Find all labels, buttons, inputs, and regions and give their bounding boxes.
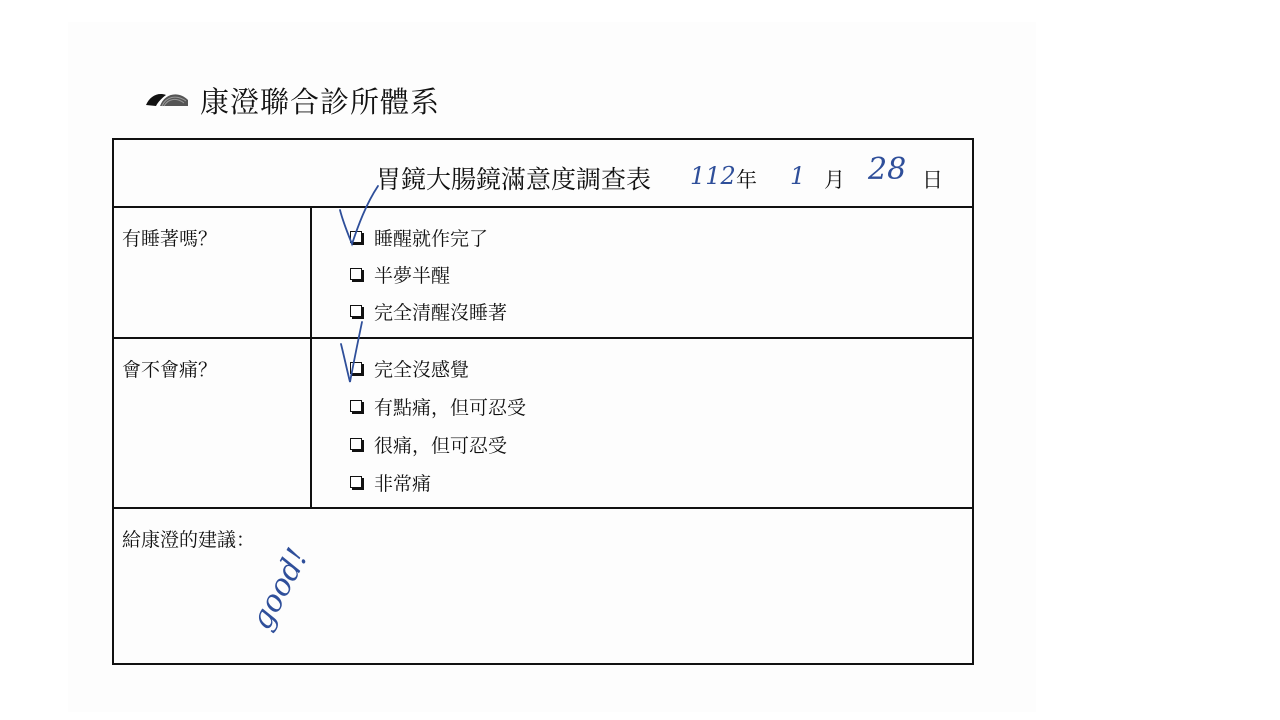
- suggestion-row: [114, 509, 972, 663]
- option-label: 半夢半醒: [374, 264, 451, 287]
- option-row[interactable]: [350, 261, 450, 287]
- checkbox[interactable]: [350, 476, 362, 488]
- clinic-logo-icon: [144, 86, 190, 108]
- option-row[interactable]: [350, 431, 507, 457]
- question-label: 會不會痛？: [122, 359, 218, 381]
- day-label: 日: [922, 168, 943, 192]
- option-row[interactable]: [350, 224, 488, 250]
- form-title: 胃鏡大腸鏡滿意度調查表: [376, 165, 652, 194]
- option-label: 非常痛: [374, 472, 432, 495]
- title-row: [114, 140, 972, 208]
- organization-name: 康澄聯合診所體系: [200, 85, 441, 119]
- suggestion-label: 給康澄的建議：: [122, 529, 256, 551]
- option-label: 完全清醒沒睡著: [374, 301, 508, 324]
- question-row-pain: [114, 339, 972, 509]
- handwritten-year: 112: [690, 162, 736, 190]
- question-cell: [114, 339, 312, 507]
- option-label: 完全沒感覺: [374, 358, 470, 381]
- checkbox[interactable]: [350, 268, 362, 280]
- year-label: 年: [736, 168, 757, 192]
- checkbox[interactable]: [350, 231, 362, 243]
- option-label: 有點痛，但可忍受: [374, 396, 527, 419]
- checkbox[interactable]: [350, 400, 362, 412]
- question-cell: [114, 208, 312, 337]
- option-row[interactable]: [350, 298, 507, 324]
- option-label: 睡醒就作完了: [374, 227, 489, 250]
- handwritten-month: 1: [790, 162, 806, 190]
- checkbox[interactable]: [350, 438, 362, 450]
- checkbox[interactable]: [350, 362, 362, 374]
- option-row[interactable]: [350, 355, 469, 381]
- option-row[interactable]: [350, 393, 526, 419]
- question-row-sleep: [114, 208, 972, 339]
- checkbox[interactable]: [350, 305, 362, 317]
- survey-table: [112, 138, 974, 665]
- option-label: 很痛，但可忍受: [374, 434, 508, 457]
- handwritten-day: 28: [868, 152, 907, 187]
- handwritten-suggestion[interactable]: good!: [244, 542, 316, 636]
- month-label: 月: [824, 168, 845, 192]
- question-label: 有睡著嗎？: [122, 228, 218, 250]
- option-row[interactable]: [350, 469, 431, 495]
